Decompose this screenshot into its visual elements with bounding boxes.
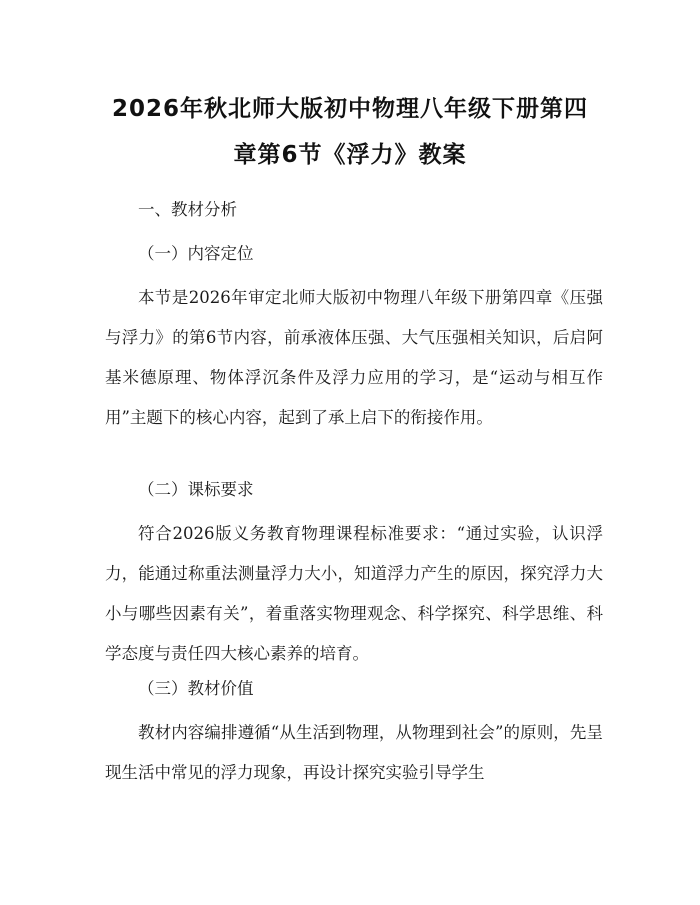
section-heading-teaching-material-analysis: 一、教材分析	[138, 200, 237, 219]
document-title-line-1: 2026年秋北师大版初中物理八年级下册第四	[111, 96, 588, 122]
subsection-heading-content-positioning: （一）内容定位	[138, 244, 254, 263]
document-title-line-2: 章第6节《浮力》教案	[233, 142, 467, 168]
paragraph-content-positioning: 本节是2026年审定北师大版初中物理八年级下册第四章《压强与浮力》的第6节内容，前承液体压强、大气压强相关知识，后启阿基米德原理、物体浮沉条件及浮力应用的学习，是“运动与相互作用”主题下的核心内容，起到了承上启下的衔接作用。	[105, 288, 603, 427]
paragraph-curriculum-requirements: 符合2026版义务教育物理课程标准要求：“通过实验，认识浮力，能通过称重法测量浮力大小，知道浮力产生的原因，探究浮力大小与哪些因素有关”，着重落实物理观念、科学探究、科学思维、科学态度与责任四大核心素养的培育。	[105, 524, 603, 663]
subsection-heading-curriculum-requirements: （二）课标要求	[138, 480, 254, 499]
paragraph-material-value: 教材内容编排遵循“从生活到物理，从物理到社会”的原则，先呈现生活中常见的浮力现象，再设计探究实验引导学生	[105, 723, 603, 782]
subsection-heading-material-value: （三）教材价值	[138, 679, 254, 698]
